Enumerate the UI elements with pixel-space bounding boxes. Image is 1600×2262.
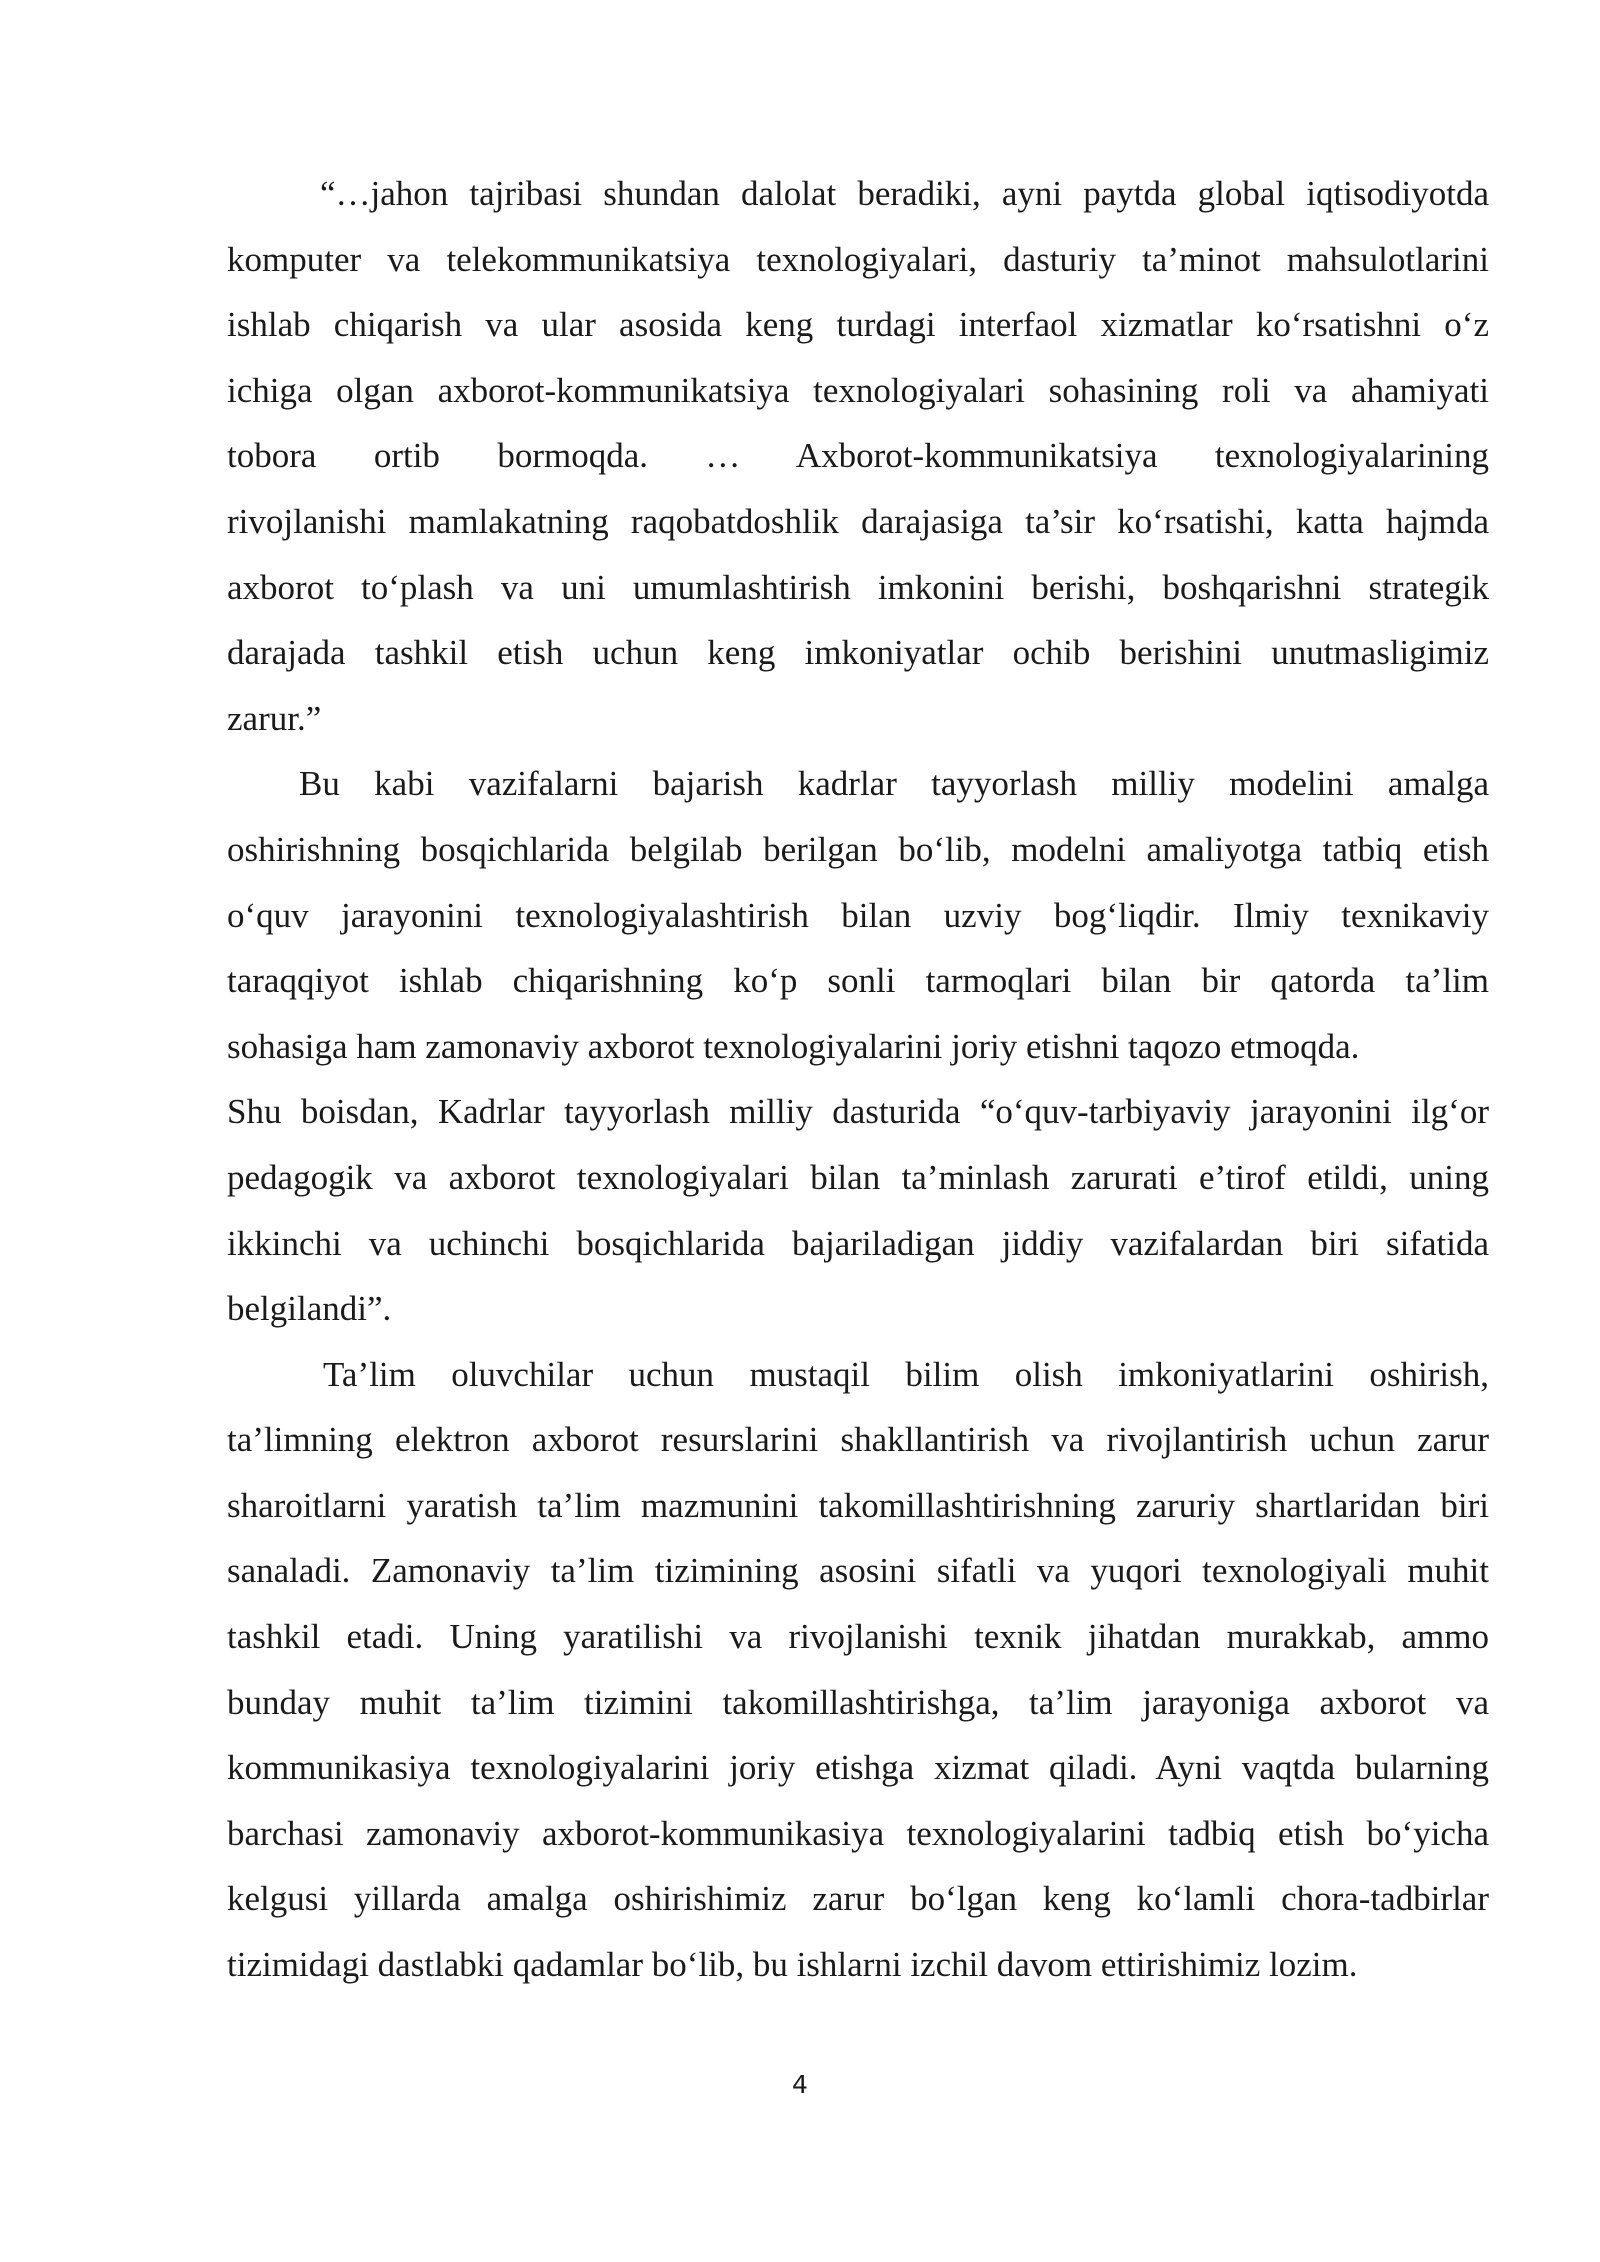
text-line: tobora ortib bormoqda. … Axborot-kommunikatsiya texnologiyalarining xyxy=(227,436,1489,476)
text-line: tashkil etadi. Uning yaratilishi va rivojlanishi texnik jihatdan murakkab, ammo xyxy=(227,1617,1489,1657)
text-line: ichiga olgan axborot-kommunikatsiya texnologiyalari sohasining roli va ahamiyati xyxy=(227,370,1489,410)
text-line: barchasi zamonaviy axborot-kommunikasiya texnologiyalarini tadbiq etish bo‘yicha xyxy=(227,1813,1489,1853)
text-line: darajada tashkil etish uchun keng imkoniyatlar ochib berishini unutmasligimiz xyxy=(227,633,1489,673)
text-line: bunday muhit ta’lim tizimini takomillashtirishga, ta’lim jarayoniga axborot va xyxy=(227,1682,1489,1722)
text-line: “…jahon tajribasi shundan dalolat beradiki, ayni paytda global iqtisodiyotda xyxy=(320,174,1489,213)
text-line: kelgusi yillarda amalga oshirishimiz zarur bo‘lgan keng ko‘lamli chora-tadbirlar xyxy=(227,1879,1489,1919)
text-line: ishlab chiqarish va ular asosida keng turdagi interfaol xizmatlar ko‘rsatishni o‘z xyxy=(227,305,1489,345)
text-line: rivojlanishi mamlakatning raqobatdoshlik darajasiga ta’sir ko‘rsatishi, katta hajmda xyxy=(227,501,1489,541)
text-line: kommunikasiya texnologiyalarini joriy etishga xizmat qiladi. Ayni vaqtda bularning xyxy=(227,1748,1489,1788)
text-line: axborot to‘plash va uni umumlashtirish imkonini berishi, boshqarishni strategik xyxy=(227,567,1489,607)
page-number: 4 xyxy=(792,2070,808,2099)
text-line: sanaladi. Zamonaviy ta’lim tizimining asosini sifatli va yuqori texnologiyali muhit xyxy=(227,1551,1489,1591)
text-line: sharoitlarni yaratish ta’lim mazmunini takomillashtirishning zaruriy shartlaridan biri xyxy=(227,1485,1489,1525)
text-line: komputer va telekommunikatsiya texnologiyalari, dasturiy ta’minot mahsulotlarini xyxy=(227,239,1489,279)
text-line: sohasiga ham zamonaviy axborot texnologiyalarini joriy etishni taqozo etmoqda. xyxy=(227,1026,1360,1066)
text-line: pedagogik va axborot texnologiyalari bilan ta’minlash zarurati e’tirof etildi, uning xyxy=(227,1157,1489,1197)
text-line: Ta’lim oluvchilar uchun mustaqil bilim olish imkoniyatlarini oshirish, xyxy=(323,1354,1489,1394)
text-line: belgilandi”. xyxy=(227,1289,392,1329)
text-line: ta’limning elektron axborot resurslarini shakllantirish va rivojlantirish uchun zarur xyxy=(227,1420,1489,1460)
text-line: zarur.” xyxy=(227,698,322,738)
text-line: tizimidagi dastlabki qadamlar bo‘lib, bu ishlarni izchil davom ettirishimiz lozim. xyxy=(227,1945,1358,1985)
text-line: Bu kabi vazifalarni bajarish kadrlar tayyorlash milliy modelini amalga xyxy=(299,764,1489,804)
text-line: Shu boisdan, Kadrlar tayyorlash milliy dasturida “o‘quv-tarbiyaviy jarayonini ilg‘or xyxy=(227,1092,1489,1132)
paragraph-3 xyxy=(227,1342,1489,1998)
text-line: o‘quv jarayonini texnologiyalashtirish bilan uzviy bog‘liqdir. Ilmiy texnikaviy xyxy=(227,895,1489,935)
paragraph-2 xyxy=(227,751,1489,1341)
text-line: taraqqiyot ishlab chiqarishning ko‘p sonli tarmoqlari bilan bir qatorda ta’lim xyxy=(227,961,1489,1001)
paragraph-1 xyxy=(227,161,1489,751)
text-line: oshirishning bosqichlarida belgilab berilgan bo‘lib, modelni amaliyotga tatbiq etish xyxy=(227,829,1489,869)
text-line: ikkinchi va uchinchi bosqichlarida bajariladigan jiddiy vazifalardan biri sifatida xyxy=(227,1223,1489,1263)
body-text xyxy=(227,161,1489,1998)
